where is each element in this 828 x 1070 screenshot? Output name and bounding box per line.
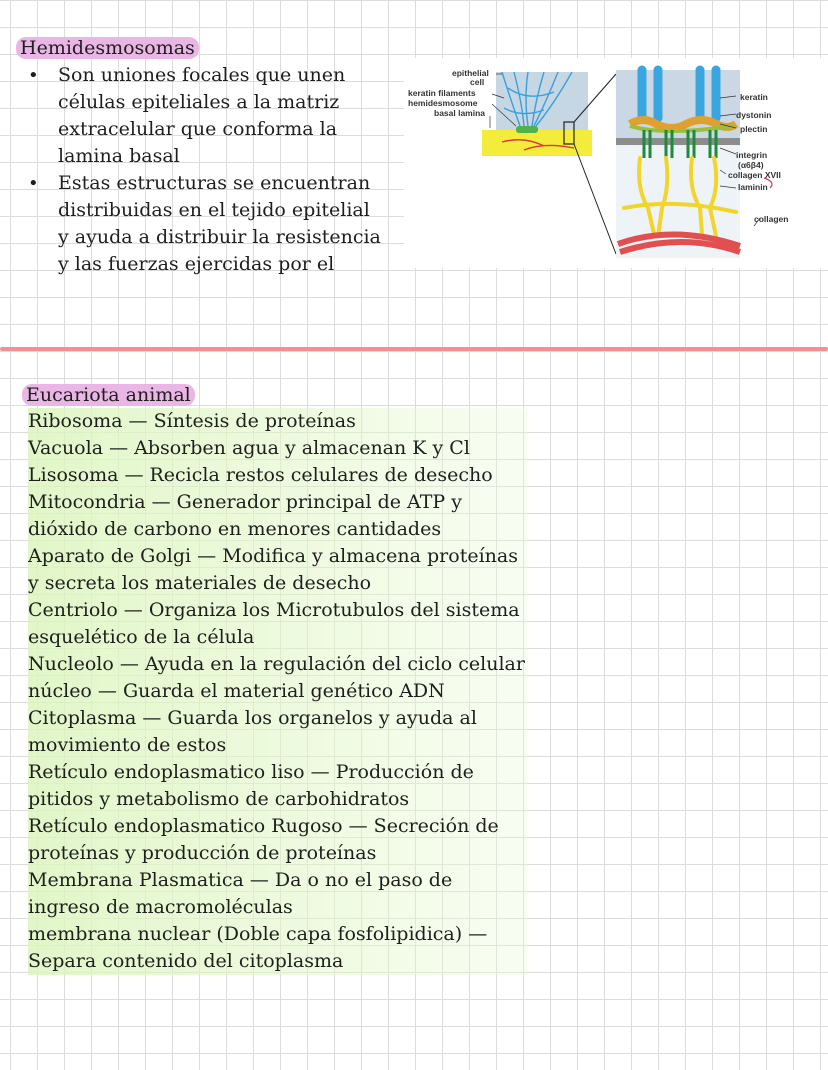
- eucariota-title: [22, 383, 195, 407]
- organelle-item: núcleo — Guarda el material genético ADN: [28, 678, 528, 705]
- label-hemidesmosome: hemidesmosome: [408, 98, 478, 108]
- organelle-item: Membrana Plasmatica — Da o no el paso de ingreso de macromoléculas: [28, 867, 528, 921]
- organelle-item: Vacuola — Absorben agua y almacenan K y Cl: [28, 435, 528, 462]
- zoom-line-bottom: [574, 144, 616, 254]
- label-keratin-filaments: keratin filaments: [408, 88, 476, 98]
- organelle-item: Mitocondria — Generador principal de ATP y dióxido de carbono en menores cantidades: [28, 489, 528, 543]
- label-basal-lamina: basal lamina: [434, 108, 486, 118]
- eucariota-title-text: Eucariota animal: [22, 384, 195, 406]
- label-collagen-xvii: collagen XVII: [728, 170, 781, 180]
- label-dystonin: dystonin: [736, 110, 772, 120]
- bullet-item: • Son uniones focales que unen células epiteliales a la matriz extracelular que conforma la lamina basal: [22, 62, 382, 170]
- label-laminin: laminin: [738, 182, 768, 192]
- hemidesmosomas-title: [16, 36, 199, 60]
- organelle-item: Lisosoma — Recicla restos celulares de desecho: [28, 462, 528, 489]
- hemidesmosomas-title-text: Hemidesmosomas: [16, 37, 199, 59]
- organelle-item: Citoplasma — Guarda los organelos y ayuda al movimiento de estos: [28, 705, 528, 759]
- hemidesmosome-diagram: [404, 58, 828, 268]
- section-divider: [0, 347, 828, 351]
- organelle-item: Retículo endoplasmatico Rugoso — Secreción de proteínas y producción de proteínas: [28, 813, 528, 867]
- hemidesmosomas-bullet-list: [22, 62, 382, 278]
- organelle-item: membrana nuclear (Doble capa fosfolipidica) — Separa contenido del citoplasma: [28, 921, 528, 975]
- label-cell: cell: [470, 77, 485, 87]
- plasma-membrane: [616, 138, 740, 145]
- organelle-list: [28, 408, 528, 975]
- bullet-item: • Estas estructuras se encuentran distribuidas en el tejido epitelial y ayuda a distribuir la resistencia y las fuerzas ejercidas por el: [22, 170, 382, 278]
- label-plectin: plectin: [740, 124, 768, 134]
- organelle-item: Ribosoma — Síntesis de proteínas: [28, 408, 528, 435]
- organelle-item: Aparato de Golgi — Modifica y almacena proteínas y secreta los materiales de desecho: [28, 543, 528, 597]
- label-integrin-subunits: (α6β4): [738, 160, 764, 170]
- hemidesmosome-plaque: [516, 126, 538, 133]
- label-epithelial: epithelial: [452, 68, 489, 78]
- label-keratin: keratin: [740, 92, 768, 102]
- organelle-item: Retículo endoplasmatico liso — Producción de pitidos y metabolismo de carbohidratos: [28, 759, 528, 813]
- organelle-item: Centriolo — Organiza los Microtubulos del sistema esquelético de la célula: [28, 597, 528, 651]
- label-integrin: integrin: [736, 150, 768, 160]
- label-collagen: collagen: [754, 214, 789, 224]
- organelle-item: Nucleolo — Ayuda en la regulación del ciclo celular: [28, 651, 528, 678]
